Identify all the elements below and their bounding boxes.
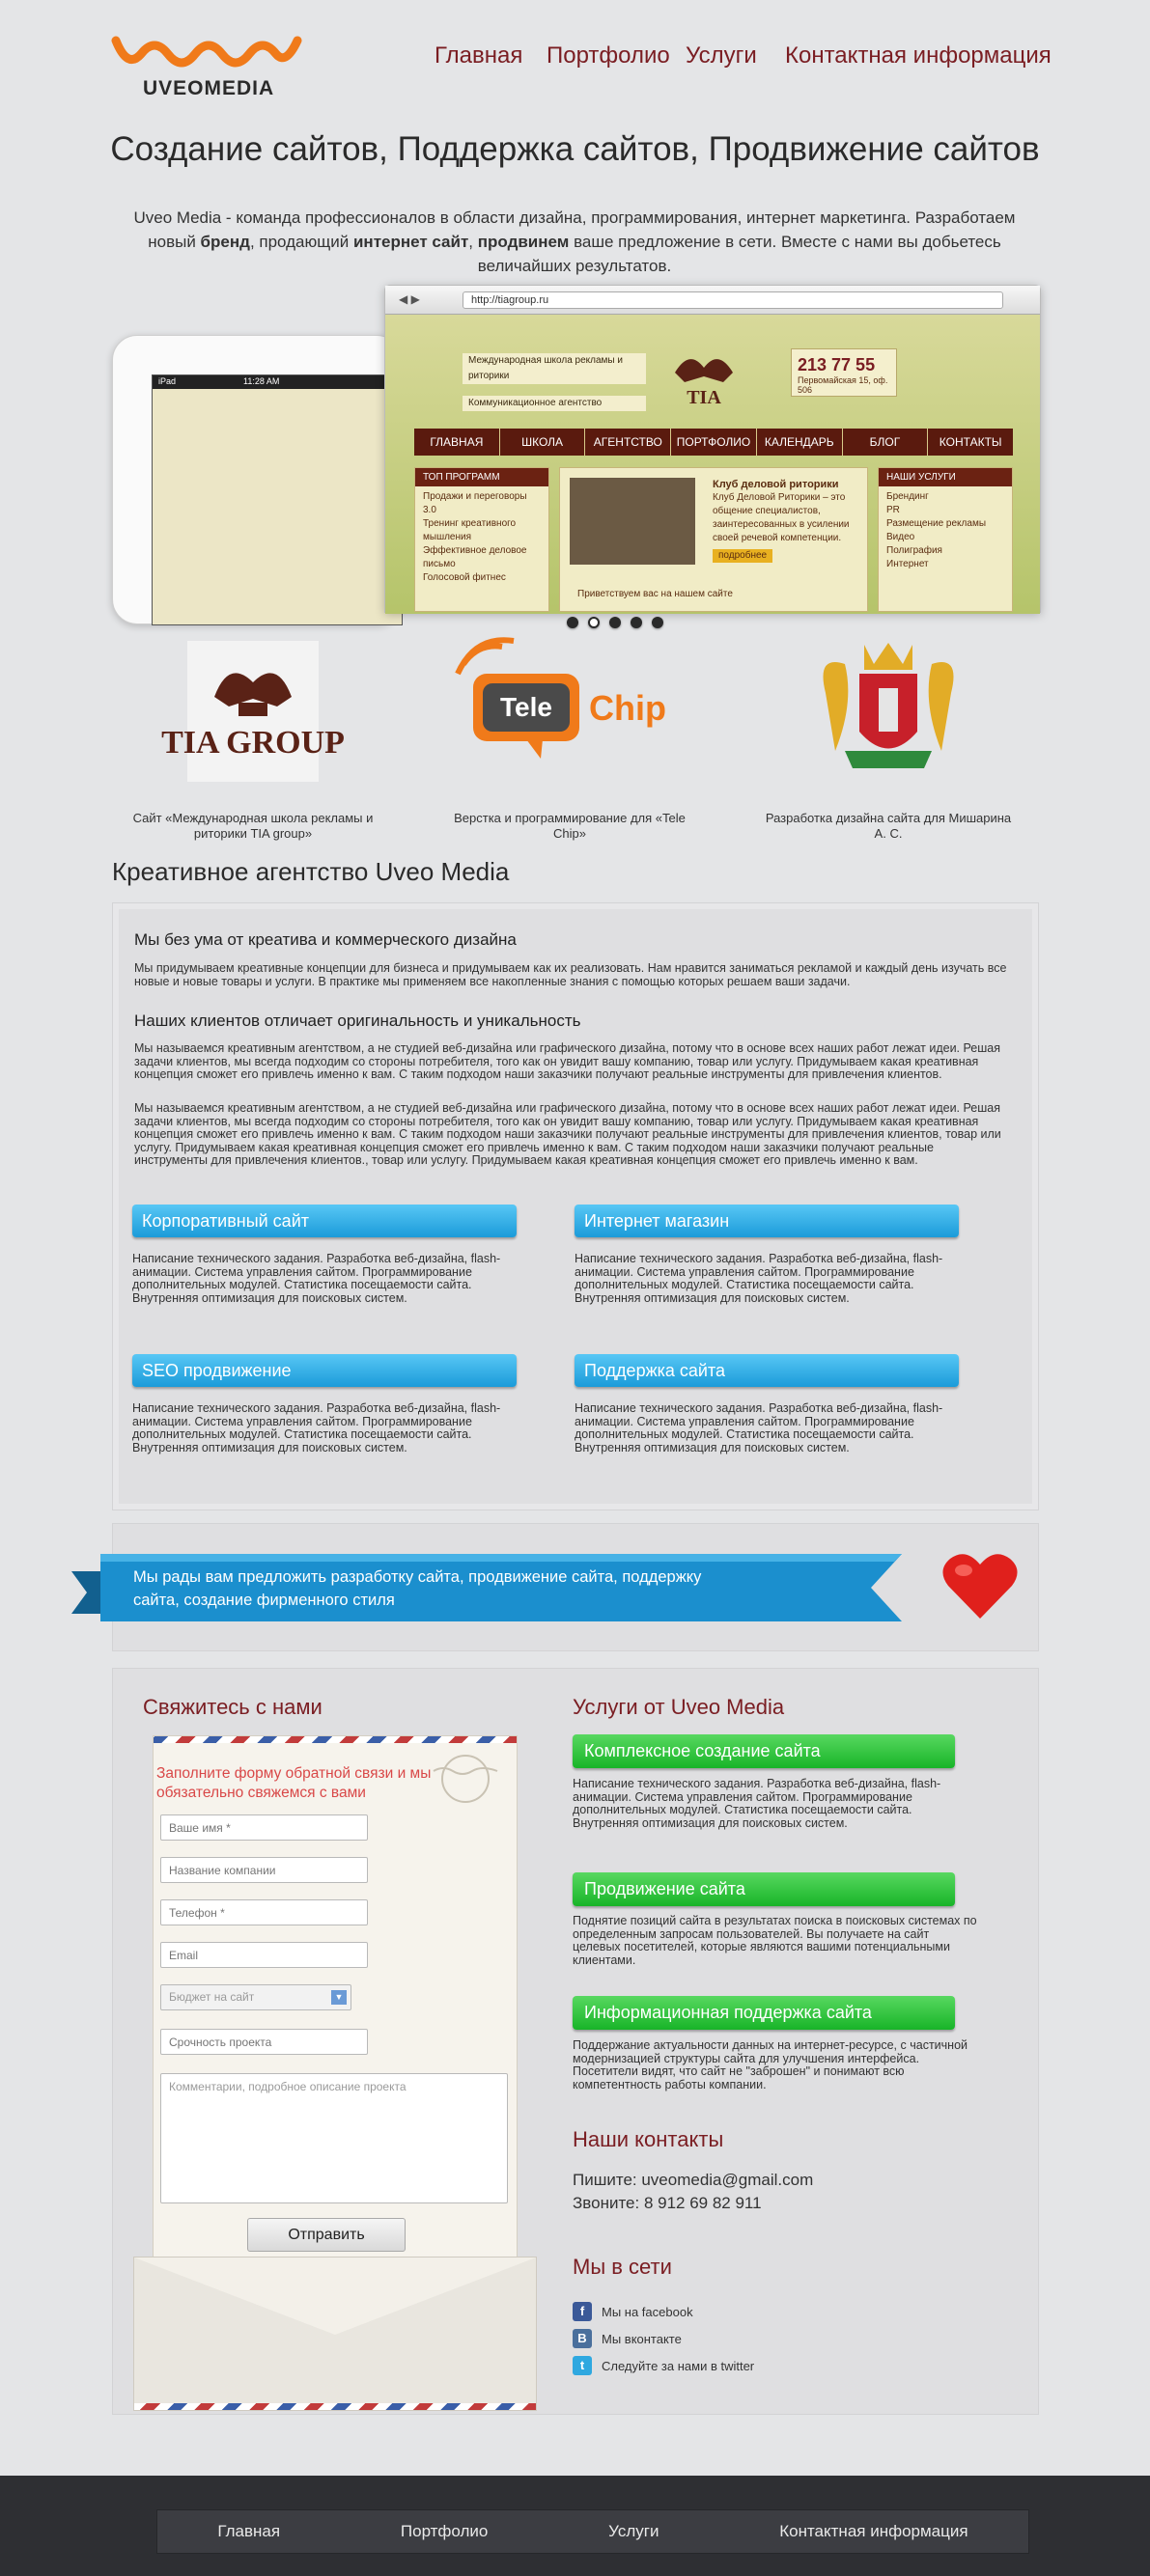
chevron-down-icon: ▼ (331, 1990, 347, 2005)
site-top-programs: ТОП ПРОГРАММ Продажи и переговоры 3.0 Тренинг креативного мышления Эффективное деловое письмо Голосовой фитнес (414, 467, 549, 612)
company-input[interactable] (160, 1857, 368, 1883)
envelope-pocket (133, 2257, 537, 2411)
phone-input[interactable] (160, 1899, 368, 1925)
service-description: Поддержание актуальности данных на интернет-ресурсе, с частичной модернизацией структуры сайта для улучшения интерфейса. Посетители видят, что сайт не "заброшен" и понимают всю компетентность работы компании. (573, 2038, 968, 2091)
portfolio-caption: Сайт «Международная школа рекламы и риторики TIA group» (132, 811, 374, 841)
slider-dot[interactable] (567, 617, 578, 628)
deadline-input[interactable] (160, 2029, 368, 2055)
offer-text: Мы рады вам предложить разработку сайта, продвижение сайта, поддержку сайта, создание фирменного стиля (133, 1568, 702, 1609)
tablet-mockup (112, 335, 402, 624)
coat-of-arms-icon (806, 635, 970, 780)
logo[interactable] (112, 27, 305, 104)
tia-group-logo-icon (161, 639, 345, 784)
twitter-icon: t (573, 2356, 592, 2375)
vkontakte-link[interactable]: B Мы вконтакте (573, 2329, 682, 2348)
browser-toolbar (385, 286, 1040, 315)
online-store-button[interactable]: Интернет магазин (575, 1205, 959, 1237)
portfolio-slider[interactable] (112, 285, 1039, 608)
complex-site-button[interactable]: Комплексное создание сайта (573, 1734, 955, 1768)
footer-nav-home[interactable]: Главная (217, 2522, 281, 2540)
footer-nav-portfolio[interactable]: Портфолио (400, 2522, 489, 2540)
service-description: Поднятие позиций сайта в результатах поиска в поисковых системах по определенным запросам пользователей. Вы получаете на сайт целевых посетителей, которые являются вашими потенциальными клиентами. (573, 1914, 977, 1967)
slider-dot-active[interactable] (588, 617, 600, 628)
service-description: Написание технического задания. Разработка веб-дизайна, flash-анимации. Система управления сайтом. Программирование дополнительных модулей. Статистика посещаемости сайта. Внутренняя оптимизация для поисковых систем. (573, 1777, 941, 1830)
club-photo (570, 478, 695, 565)
service-description: Написание технического задания. Разработка веб-дизайна, flash-анимации. Система управления сайтом. Программирование дополнительных модулей. Статистика посещаемости сайта. Внутренняя оптимизация для поисковых систем. (132, 1252, 501, 1305)
portfolio-caption: Разработка дизайна сайта для Мишарина А. С. (765, 811, 1012, 841)
promotion-button[interactable]: Продвижение сайта (573, 1872, 955, 1906)
telechip-logo-icon (444, 635, 695, 780)
portfolio-item-misharin[interactable] (763, 635, 1014, 842)
budget-select[interactable]: Бюджет на сайт ▼ (160, 1984, 351, 2010)
social-title: Мы в сети (573, 2255, 672, 2279)
portfolio-caption: Верстка и программирование для «Tele Chip» (454, 811, 686, 841)
browser-url-bar: http://tiagroup.ru (463, 291, 1003, 309)
footer-nav-contacts[interactable]: Контактная информация (779, 2522, 968, 2540)
submit-button[interactable]: Отправить (247, 2218, 406, 2252)
form-subtitle: Заполните форму обратной связи и мы обязательно свяжемся с вами (156, 1765, 432, 1801)
site-menu: ГЛАВНАЯ ШКОЛА АГЕНТСТВО ПОРТФОЛИО КАЛЕНДАРЬ БЛОГ КОНТАКТЫ (414, 429, 1013, 456)
nav-portfolio[interactable]: Портфолио (547, 42, 670, 69)
page-headline: Создание сайтов, Поддержка сайтов, Продвижение сайтов (110, 130, 1040, 168)
agency-paragraph-1: Мы придумываем креативные концепции для бизнеса и придумываем как их реализовать. Нам нравится заниматься рекламой и каждый день изучать все новые и новые товары и услуги. В практике мы применяем все накопленные знания с помощью которых решаем ваши задачи. (134, 961, 1007, 988)
tablet-status-bar: iPad 11:28 AM (153, 375, 402, 389)
slider-dots (562, 616, 668, 633)
agency-title: Креативное агентство Uveo Media (112, 857, 510, 886)
service-description: Написание технического задания. Разработка веб-дизайна, flash-анимации. Система управления сайтом. Программирование дополнительных модулей. Статистика посещаемости сайта. Внутренняя оптимизация для поисковых систем. (575, 1401, 943, 1454)
agency-heading-1: Мы без ума от креатива и коммерческого дизайна (134, 930, 517, 949)
envelope-flap (134, 2257, 536, 2335)
agency-paragraph-2: Мы называемся креативным агентством, а не студией веб-дизайна или графического дизайна, потому что в основе всех наших работ лежат идеи. Решая задачи клиентов, мы всегда подходим со стороны потребителя, того как он увидит вашу компанию, товар или услугу. Придумываем какая креативная концепция сможет его привлечь именно к вам. С таким подходом наши заказчики получают реальные инструменты для привлечения клиентов. (134, 1041, 1000, 1081)
service-description: Написание технического задания. Разработка веб-дизайна, flash-анимации. Система управления сайтом. Программирование дополнительных модулей. Статистика посещаемости сайта. Внутренняя оптимизация для поисковых систем. (575, 1252, 943, 1305)
logo-wave-icon (112, 27, 305, 75)
airmail-stripe (154, 1736, 517, 1743)
agency-paragraph-3: Мы называемся креативным агентством, а не студией веб-дизайна или графического дизайна, потому что в основе всех наших работ лежат идеи. Решая задачи клиентов, мы всегда подходим со стороны потребителя, того как он увидит вашу компанию, товар или услугу. Придумываем какая креативная концепция сможет его привлечь именно к вам. С таким подходом наши заказчики получают реальные инструменты для привлечения клиентов, товар или услугу. Придумываем какая креативная концепция сможет его привлечь именно к вам. С таким подходом наши заказчики получают реальные инструменты для привлечения клиентов., товар или услугу. Придумываем какая креативная концепция сможет его привлечь именно к вам. (134, 1101, 1001, 1167)
airmail-stripe (134, 2403, 536, 2410)
email-input[interactable] (160, 1942, 368, 1968)
slider-dot[interactable] (652, 617, 663, 628)
service-description: Написание технического задания. Разработка веб-дизайна, flash-анимации. Система управления сайтом. Программирование дополнительных модулей. Статистика посещаемости сайта. Внутренняя оптимизация для поисковых систем. (132, 1401, 501, 1454)
logo-text: UVEOMEDIA (143, 77, 275, 99)
info-support-button[interactable]: Информационная поддержка сайта (573, 1996, 955, 2030)
comment-textarea[interactable]: Комментарии, подробное описание проекта (160, 2073, 508, 2203)
site-club-slide: Клуб деловой риторики Клуб Деловой Риторики – это общение специалистов, заинтересованных в усилении своей речевой компетенции. подробнее Приветствуем вас на нашем сайте (559, 467, 868, 612)
heart-icon (942, 1551, 1018, 1620)
services-title: Услуги от Uveo Media (573, 1695, 785, 1719)
contacts-title: Наши контакты (573, 2127, 724, 2151)
svg-text:TIA GROUP: TIA GROUP (161, 725, 345, 761)
svg-text:Chip: Chip (589, 688, 666, 728)
corporate-site-button[interactable]: Корпоративный сайт (132, 1205, 517, 1237)
footer-nav-services[interactable]: Услуги (608, 2522, 659, 2540)
vkontakte-icon: B (573, 2329, 592, 2348)
tia-group-logo-icon (665, 344, 743, 421)
agency-heading-2: Наших клиентов отличает оригинальность и уникальность (134, 1011, 581, 1030)
intro-text: Uveo Media - команда профессионалов в области дизайна, программирования, интернет маркетинга. Разработаем новый бренд, продающий интернет сайт, продвинем ваше предложение в сети. Вместе с нами вы добьетесь величайших результатов. (133, 208, 1016, 275)
portfolio-item-tia[interactable] (127, 635, 379, 842)
contact-phone: Звоните: 8 912 69 82 911 (573, 2194, 762, 2212)
site-phone: 213 77 55 Первомайская 15, оф. 506 (791, 348, 897, 397)
contact-title: Свяжитесь с нами (143, 1695, 323, 1719)
site-tagline: Международная школа рекламы и риторики Коммуникационное агентство (463, 353, 646, 411)
facebook-icon: f (573, 2302, 592, 2321)
portfolio-item-telechip[interactable] (444, 635, 695, 842)
slider-dot[interactable] (609, 617, 621, 628)
seo-button[interactable]: SEO продвижение (132, 1354, 517, 1387)
contact-email[interactable]: Пишите: uveomedia@gmail.com (573, 2171, 814, 2189)
slider-dot[interactable] (631, 617, 642, 628)
svg-text:Tele: Tele (500, 692, 552, 722)
site-preview (385, 315, 1040, 614)
nav-home[interactable]: Главная (435, 42, 523, 69)
agency-section (112, 902, 1039, 1510)
browser-mockup (384, 285, 1041, 613)
name-input[interactable] (160, 1814, 368, 1841)
twitter-link[interactable]: t Следуйте за нами в twitter (573, 2356, 754, 2375)
site-support-button[interactable]: Поддержка сайта (575, 1354, 959, 1387)
tablet-screen (152, 374, 403, 625)
svg-text:TIA: TIA (687, 387, 721, 408)
site-services: НАШИ УСЛУГИ Брендинг PR Размещение рекламы Видео Полиграфия Интернет (878, 467, 1013, 612)
facebook-link[interactable]: f Мы на facebook (573, 2302, 693, 2321)
back-forward-icon: ◀ ▶ (399, 292, 420, 306)
nav-services[interactable]: Услуги (686, 42, 757, 69)
nav-contacts[interactable]: Контактная информация (785, 42, 1052, 69)
footer-nav (156, 2509, 1029, 2554)
